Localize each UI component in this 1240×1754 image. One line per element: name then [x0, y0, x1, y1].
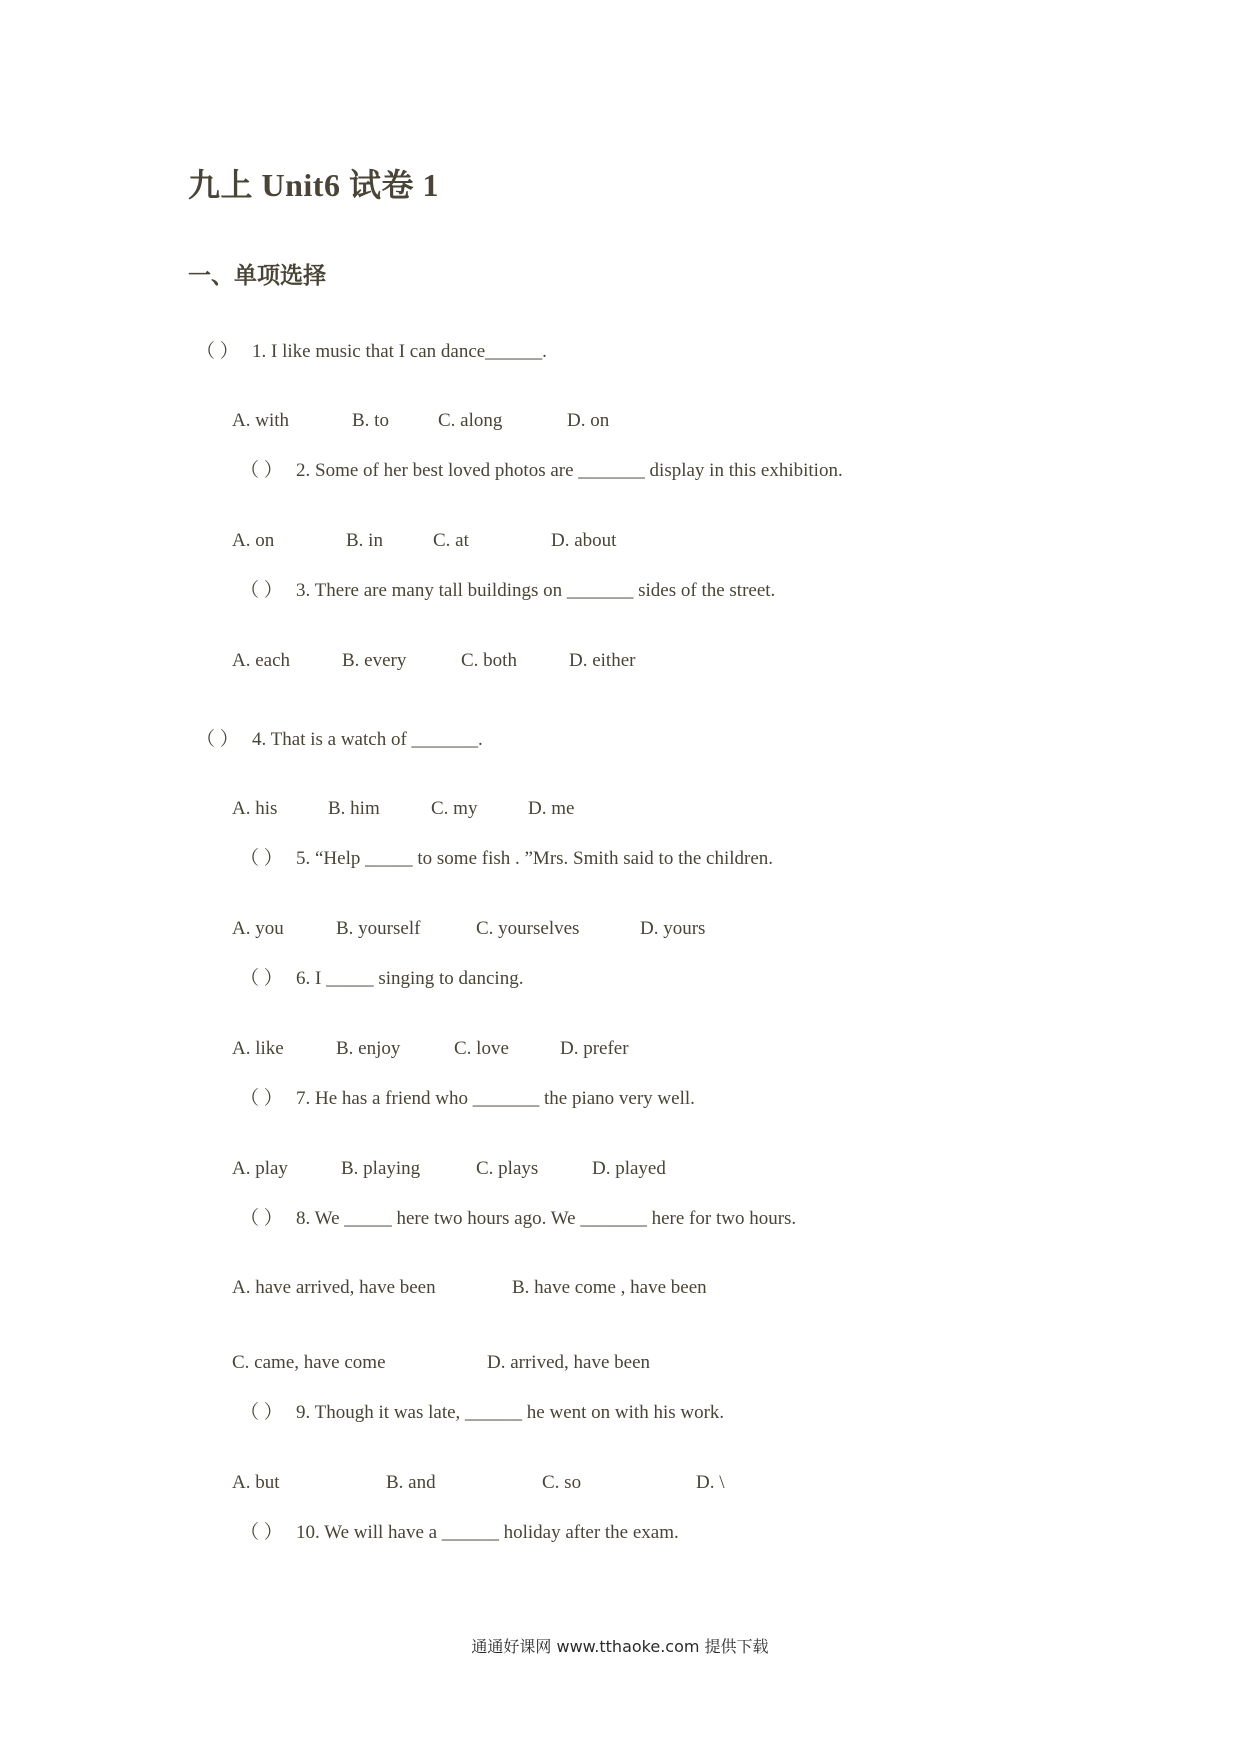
answer-paren: （ ）	[240, 968, 283, 989]
question-9	[240, 1397, 724, 1424]
option-b: B. playing	[341, 1158, 421, 1179]
question-stem: 2. Some of her best loved photos are _______ display in this exhibition.	[296, 460, 843, 481]
question-6	[240, 963, 523, 990]
option-c: C. so	[542, 1472, 582, 1493]
option-d: D. \	[696, 1472, 725, 1493]
option-c: C. love	[454, 1038, 509, 1059]
option-b: B. have come , have been	[512, 1277, 707, 1298]
option-c: C. along	[438, 410, 503, 431]
option-a: A. each	[232, 650, 291, 671]
option-a: A. but	[232, 1472, 280, 1493]
answer-paren: （ ）	[240, 848, 283, 869]
option-a: A. on	[232, 530, 275, 551]
answer-paren: （ ）	[240, 1402, 283, 1423]
option-b: B. yourself	[336, 918, 421, 939]
option-d: D. arrived, have been	[487, 1352, 651, 1373]
answer-paren: （ ）	[240, 1088, 283, 1109]
option-d: D. on	[567, 410, 610, 431]
section-title: 一、单项选择	[188, 263, 326, 288]
option-b: B. enjoy	[336, 1038, 401, 1059]
question-stem: 6. I _____ singing to dancing.	[296, 968, 524, 989]
option-a: A. his	[232, 798, 278, 819]
answer-paren: （ ）	[196, 341, 239, 362]
option-a: A. like	[232, 1038, 284, 1059]
question-8	[240, 1203, 796, 1230]
option-d: D. me	[528, 798, 575, 819]
option-d: D. either	[569, 650, 636, 671]
question-5	[240, 843, 773, 870]
page-footer: 通通好课网 www.tthaoke.com 提供下载	[471, 1637, 769, 1656]
question-stem: 1. I like music that I can dance______.	[252, 341, 547, 362]
answer-paren: （ ）	[240, 1522, 283, 1543]
option-a: A. play	[232, 1158, 288, 1179]
question-1	[196, 336, 547, 363]
question-stem: 9. Though it was late, ______ he went on with his work.	[296, 1402, 725, 1423]
question-4	[196, 724, 483, 751]
option-d: D. about	[551, 530, 617, 551]
answer-paren: （ ）	[240, 460, 283, 481]
option-b: B. him	[328, 798, 380, 819]
question-stem: 3. There are many tall buildings on _______ sides of the street.	[296, 580, 776, 601]
question-stem: 4. That is a watch of _______.	[252, 729, 483, 750]
question-stem: 5. “Help _____ to some fish . ”Mrs. Smith said to the children.	[296, 848, 774, 869]
question-10	[240, 1517, 679, 1544]
option-a: A. with	[232, 410, 289, 431]
question-7	[240, 1083, 695, 1110]
option-d: D. played	[592, 1158, 666, 1179]
option-c: C. my	[431, 798, 478, 819]
option-b: B. every	[342, 650, 407, 671]
answer-paren: （ ）	[196, 729, 239, 750]
option-d: D. prefer	[560, 1038, 629, 1059]
question-stem: 7. He has a friend who _______ the piano very well.	[296, 1088, 695, 1109]
question-2	[240, 455, 843, 482]
option-a: A. you	[232, 918, 284, 939]
question-stem: 8. We _____ here two hours ago. We _______ here for two hours.	[296, 1208, 797, 1229]
option-c: C. yourselves	[476, 918, 580, 939]
option-d: D. yours	[640, 918, 706, 939]
option-c: C. at	[433, 530, 469, 551]
option-c: C. plays	[476, 1158, 539, 1179]
option-b: B. to	[352, 410, 389, 431]
option-b: B. and	[386, 1472, 436, 1493]
answer-paren: （ ）	[240, 1208, 283, 1229]
option-b: B. in	[346, 530, 383, 551]
question-3	[240, 575, 775, 602]
option-c: C. both	[461, 650, 517, 671]
answer-paren: （ ）	[240, 580, 283, 601]
option-c: C. came, have come	[232, 1352, 386, 1373]
question-stem: 10. We will have a ______ holiday after the exam.	[296, 1522, 679, 1543]
option-a: A. have arrived, have been	[232, 1277, 436, 1298]
page-title: 九上 Unit6 试卷 1	[188, 167, 439, 203]
